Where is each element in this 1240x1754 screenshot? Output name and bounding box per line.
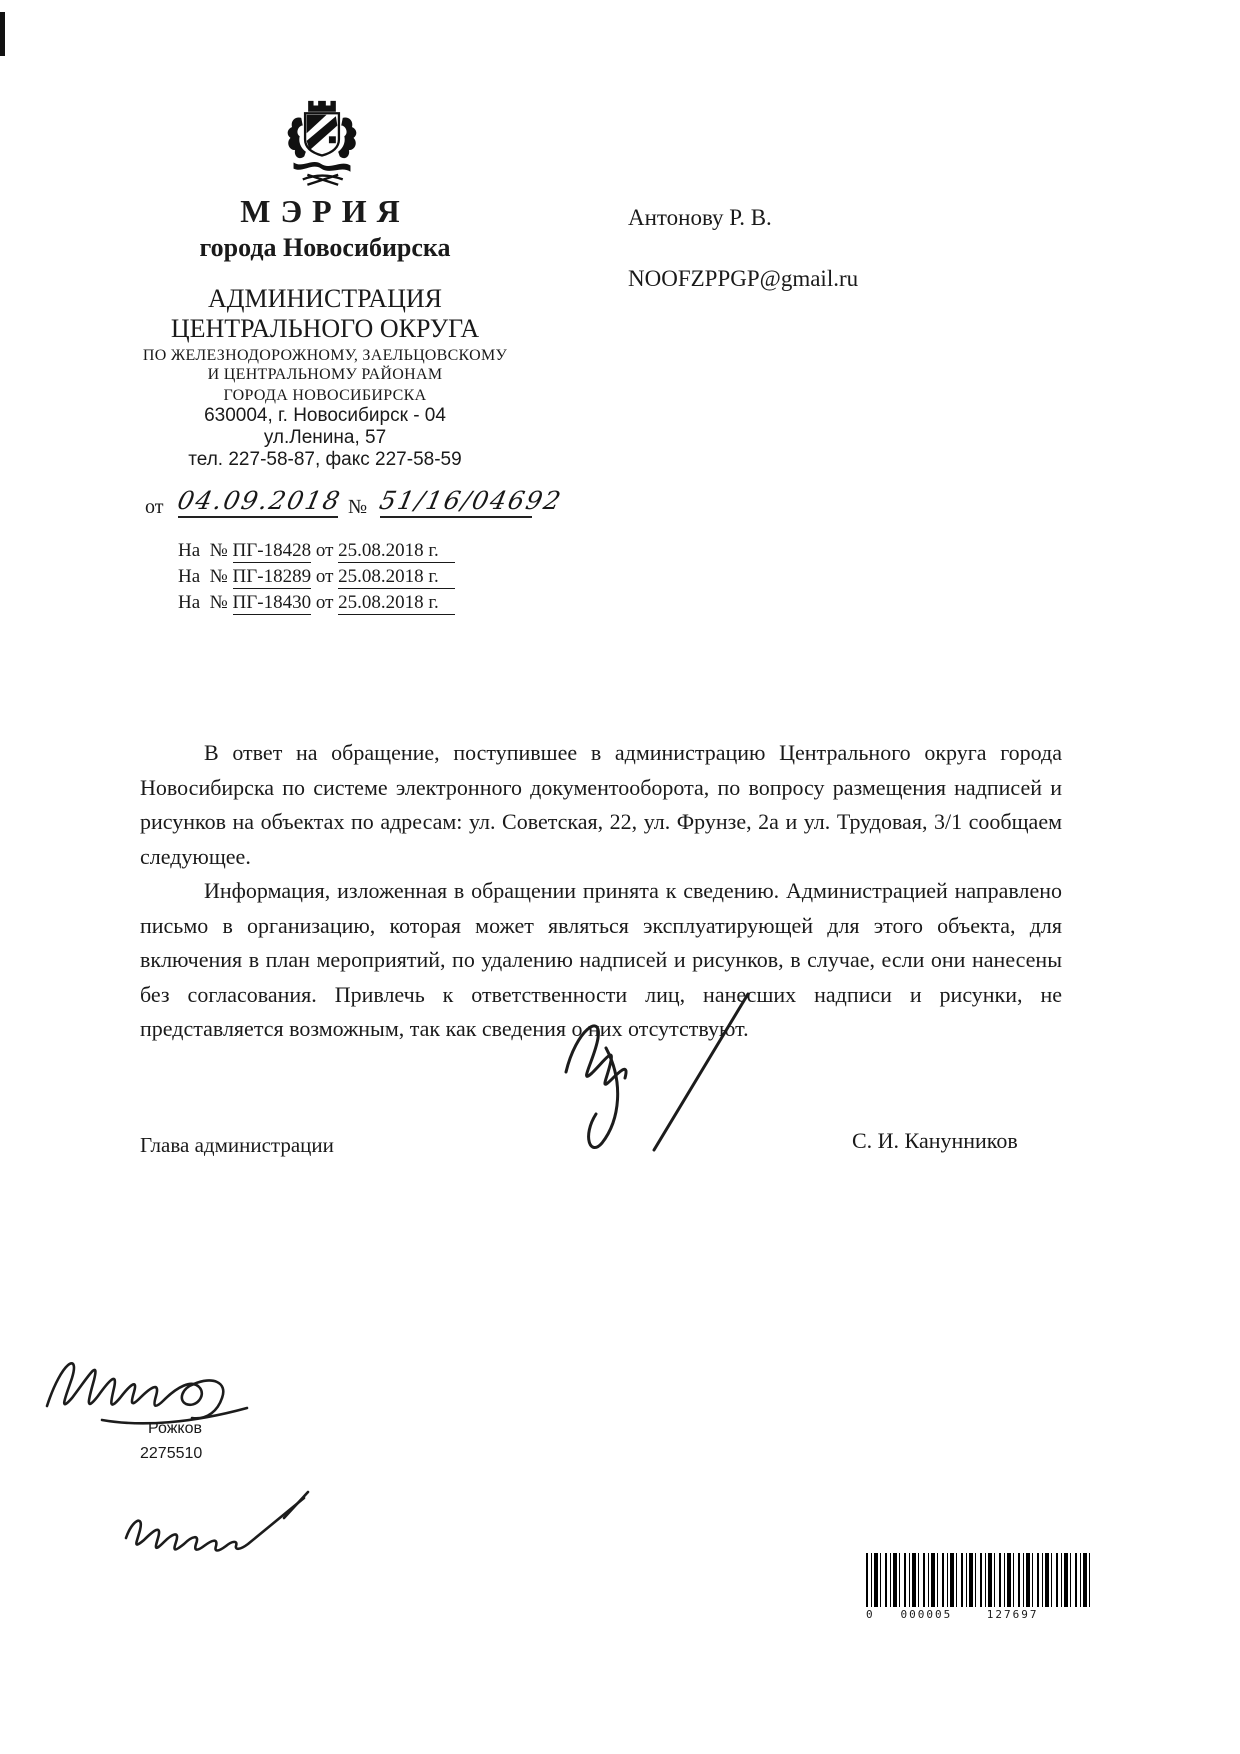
number-sign-label: № <box>348 496 368 518</box>
incoming-ref-number: ПГ-18428 <box>232 540 312 561</box>
phone-line: тел. 227-58-87, факс 227-58-59 <box>188 449 462 470</box>
novosibirsk-coat-of-arms-icon <box>272 96 372 192</box>
incoming-ref-date: 25.08.2018 г. <box>338 566 455 589</box>
barcode <box>866 1553 1092 1607</box>
signer-name: С. И. Канунников <box>852 1128 1018 1153</box>
incoming-ref-label: На № <box>178 566 228 587</box>
incoming-ref-number: ПГ-18430 <box>232 592 312 613</box>
executor-signature <box>42 1330 262 1430</box>
incoming-ref-date: 25.08.2018 г. <box>338 540 455 563</box>
incoming-ref-label: На № <box>178 540 228 561</box>
incoming-ref-date: 25.08.2018 г. <box>338 592 455 615</box>
dept-name-line1: АДМИНИСТРАЦИЯ <box>208 284 442 313</box>
incoming-ref-from: от <box>315 592 334 613</box>
signer-title: Глава администрации <box>140 1133 334 1157</box>
districts-line2: И ЦЕНТРАЛЬНОМУ РАЙОНАМ <box>207 366 443 383</box>
body-paragraph-2: Информация, изложенная в обращении принята к сведению. Администрацией направлено письмо в организацию, которая может являться эксплуатирующей для этого объекта, для включения в план мероприятий, по удалению надписей и рисунков, в случае, если они нанесены без согласования. Привлечь к ответственности лиц, нанесших надписи и рисунки, не представляется возможным, так как сведения о них отсутствуют. <box>140 878 1062 1041</box>
incoming-ref-label: На № <box>178 592 228 613</box>
incoming-ref-number: ПГ-18289 <box>232 566 312 587</box>
incoming-ref-row <box>178 592 455 615</box>
address-line2: ул.Ленина, 57 <box>263 427 387 448</box>
body-paragraph-1: В ответ на обращение, поступившее в администрацию Центрального округа города Новосибирска по системе электронного документооборота, по вопросу размещения надписей и рисунков на объектах по адресам: ул. Советская, 22, ул. Фрунзе, 2а и ул. Трудовая, 3/1 сообщаем следующее. <box>140 740 1062 869</box>
from-label: от <box>145 496 164 518</box>
incoming-ref-from: от <box>315 566 334 587</box>
outgoing-date-field <box>174 486 345 518</box>
dept-name-line2: ЦЕНТРАЛЬНОГО ОКРУГА <box>170 314 480 343</box>
head-signature <box>548 986 763 1154</box>
org-name-line2: города Новосибирска <box>199 233 451 262</box>
secondary-signature <box>118 1486 313 1554</box>
outgoing-reference-line <box>0 488 1240 528</box>
handwritten-number: 51/16/04692 <box>376 486 566 515</box>
address-line1: 630004, г. Новосибирск - 04 <box>204 405 446 426</box>
districts-line1: ПО ЖЕЛЕЗНОДОРОЖНОМУ, ЗАЕЛЬЦОВСКОМУ <box>142 347 508 364</box>
scan-edge-smudge <box>0 12 5 56</box>
recipient-name: Антонову Р. В. <box>628 205 772 230</box>
districts-line3: ГОРОДА НОВОСИБИРСКА <box>223 387 427 404</box>
recipient-email: NOOFZPPGP@gmail.ru <box>628 266 859 291</box>
org-name-line1: МЭРИЯ <box>240 193 410 229</box>
outgoing-number-field <box>376 486 566 518</box>
executor-name: Рожков <box>148 1420 202 1437</box>
handwritten-date: 04.09.2018 <box>174 486 345 515</box>
incoming-ref-from: от <box>315 540 334 561</box>
incoming-ref-row <box>178 540 455 563</box>
executor-phone: 2275510 <box>140 1445 203 1462</box>
barcode-digits: 0 000005 127697 <box>866 1608 1039 1621</box>
incoming-ref-row <box>178 566 455 589</box>
